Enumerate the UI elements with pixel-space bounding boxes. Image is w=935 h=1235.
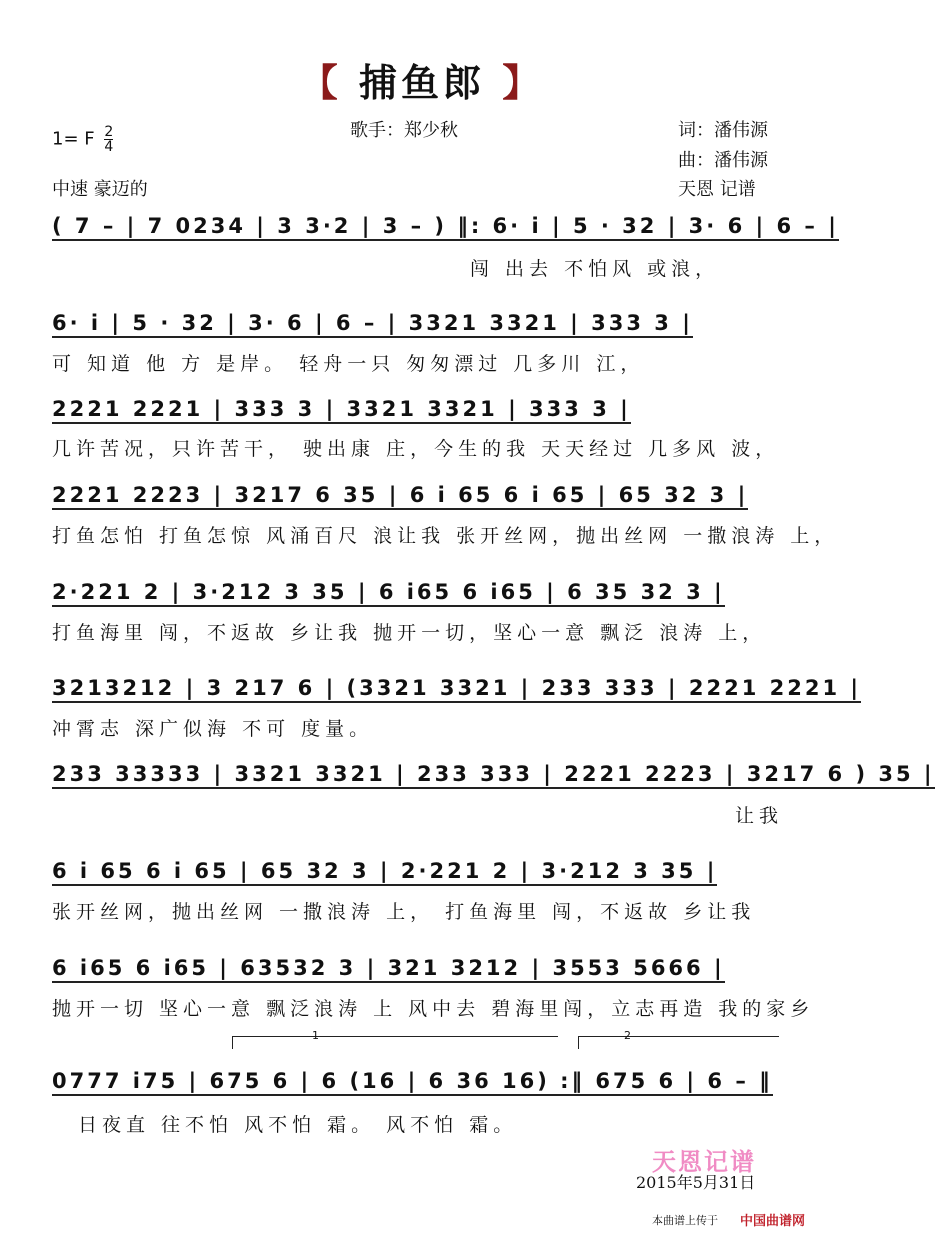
title-text: 捕鱼郎: [358, 61, 485, 105]
notation-line: 2221 2223 | 3217 6 35 | 6 i 65 6 i 65 | 65 32 3 |: [52, 483, 748, 510]
transcriber-stamp: 天恩记谱: [652, 1147, 756, 1176]
lyric-line: 让我: [735, 805, 784, 827]
lyric-line: 张开丝网，抛出丝网 一撒浪涛 上， 打鱼海里 闯，不返故 乡让我: [52, 901, 756, 923]
notation-line: 6· i | 5 · 32 | 3· 6 | 6 – | 3321 3321 | 333 3 |: [52, 311, 693, 338]
key-signature: 1= F $\frac{2}{4}$: [52, 124, 114, 155]
lyricist: 词：潘伟源: [678, 120, 768, 141]
notation-line: 2·221 2 | 3·212 3 35 | 6 i65 6 i65 | 6 35 32 3 |: [52, 580, 725, 607]
lyric-line: 可 知道 他 方 是岸。 轻舟一只 匆匆漂过 几多川 江，: [52, 353, 645, 375]
footer-upload-text: 本曲谱上传于: [652, 1214, 718, 1227]
notation-line: 3213212 | 3 217 6 | (3321 3321 | 233 333 | 2221 2221 |: [52, 676, 861, 703]
second-ending-number: 2: [624, 1029, 631, 1042]
lyric-line: 打鱼怎怕 打鱼怎惊 风涌百尺 浪让我 张开丝网，抛出丝网 一撒浪涛 上，: [52, 525, 839, 547]
notation-line: 6 i 65 6 i 65 | 65 32 3 | 2·221 2 | 3·212 3 35 |: [52, 859, 717, 886]
singer: 歌手：郑少秋: [350, 120, 458, 141]
notation-line: 0777 i75 | 675 6 | 6 (16 | 6 36 16) :‖ 675 6 | 6 – ‖: [52, 1069, 773, 1096]
lyric-line: 日夜直 往不怕 风不怕 霜。 风不怕 霜。: [78, 1114, 518, 1136]
notation-line: 6 i65 6 i65 | 63532 3 | 321 3212 | 3553 5666 |: [52, 956, 725, 983]
site-logo: 中国曲谱网: [740, 1214, 806, 1229]
lyric-line: 打鱼海里 闯，不返故 乡让我 抛开一切，坚心一意 飘泛 浪涛 上，: [52, 622, 767, 644]
lyric-line: 抛开一切 坚心一意 飘泛浪涛 上 风中去 碧海里闯，立志再造 我的家乡: [52, 998, 815, 1020]
tempo-marking: 中速 豪迈的: [52, 179, 148, 200]
notation-line: 233 33333 | 3321 3321 | 233 333 | 2221 2223 | 3217 6 ) 35 |: [52, 762, 935, 789]
first-ending-number: 1: [312, 1029, 319, 1042]
lyric-line: 几许苦况，只许苦干， 驶出康 庄，今生的我 天天经过 几多风 波，: [52, 438, 780, 460]
notation-line: 2221 2221 | 333 3 | 3321 3321 | 333 3 |: [52, 397, 631, 424]
transcriber: 天恩 记谱: [678, 179, 756, 200]
first-ending-bracket: [232, 1036, 558, 1049]
composer: 曲：潘伟源: [678, 150, 768, 171]
song-title: 【 捕鱼郎 】: [299, 61, 545, 105]
lyric-line: 冲霄志 深广似海 不可 度量。: [52, 718, 374, 740]
lyric-line: 闯 出去 不怕风 或浪，: [470, 258, 720, 280]
second-ending-bracket: [578, 1036, 779, 1049]
notation-line: ( 7 – | 7 0234 | 3 3·2 | 3 – ) ‖: 6· i | 5 · 32 | 3· 6 | 6 – |: [52, 214, 839, 241]
date-label: 2015年5月31日: [636, 1173, 756, 1192]
time-signature: $\frac{2}{4}$: [104, 124, 114, 155]
